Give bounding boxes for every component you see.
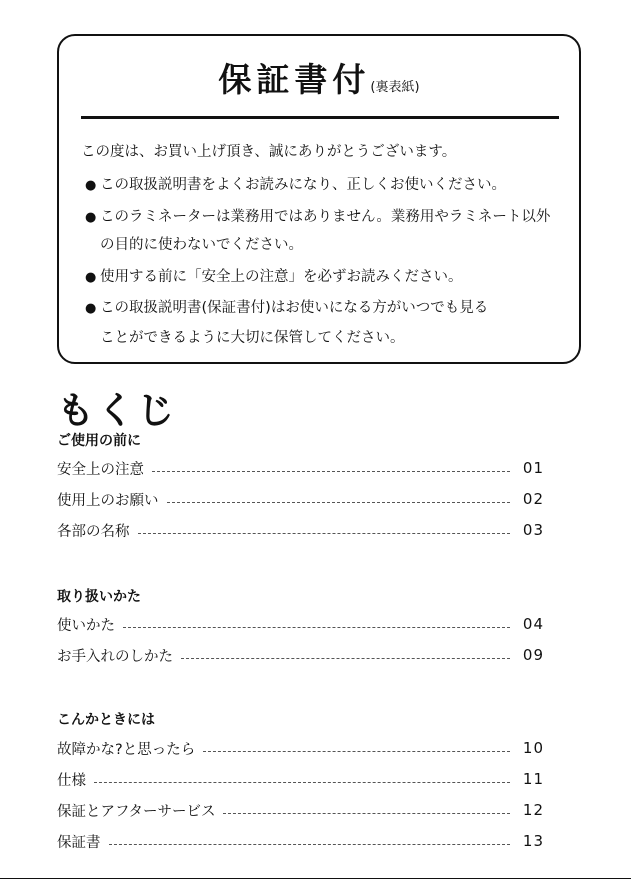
toc-entry[interactable] (57, 457, 544, 479)
toc-entry-page: 09 (522, 646, 544, 664)
title-divider (81, 116, 559, 119)
toc-entry[interactable] (57, 830, 544, 852)
page-bottom-rule (0, 878, 631, 879)
toc-entry-label: 各部の名称 (57, 523, 130, 540)
toc-section-title: 取り扱いかた (57, 589, 141, 605)
toc-entry-label: 保証とアフターサービス (57, 803, 216, 820)
notice-bullet-4-cont: ことができるように大切に保管してください。 (100, 330, 405, 346)
notice-intro: この度は、お買い上げ頂き、誠にありがとうございます。 (81, 144, 457, 160)
notice-bullet-3 (85, 265, 463, 286)
toc-entry-label: 保証書 (57, 834, 101, 851)
notice-title-main: 保証書付 (218, 60, 371, 99)
notice-bullet-2 (85, 205, 550, 226)
bullet-dot-icon: ● (85, 178, 97, 193)
toc-entry[interactable] (57, 519, 544, 541)
toc-entry-label: 安全上の注意 (57, 461, 144, 478)
toc-entry-label: 使いかた (57, 617, 115, 634)
bullet-text: このラミネーターは業務用ではありません。業務用やラミネート以外 (100, 209, 551, 225)
toc-entry-page: 02 (522, 490, 544, 508)
dot-leader (181, 658, 510, 659)
notice-bullet-4 (85, 296, 488, 317)
toc-section-title: ご使用の前に (57, 433, 141, 449)
toc-entry-page: 03 (522, 521, 544, 539)
dot-leader (138, 533, 511, 534)
toc-entry-page: 04 (522, 615, 544, 633)
dot-leader (152, 471, 510, 472)
notice-title (59, 54, 579, 101)
toc-entry-label: 故障かな?と思ったら (57, 741, 196, 758)
toc-entry-label: 仕様 (57, 772, 86, 789)
dot-leader (94, 782, 510, 783)
bullet-dot-icon: ● (85, 270, 97, 285)
bullet-text: この取扱説明書をよくお読みになり、正しくお使いください。 (100, 177, 506, 193)
toc-entry[interactable] (57, 737, 544, 759)
dot-leader (203, 751, 510, 752)
bullet-text: この取扱説明書(保証書付)はお使いになる方がいつでも見る (100, 300, 489, 316)
toc-section-title: こんかときには (57, 712, 155, 728)
toc-entry-page: 13 (522, 832, 544, 850)
toc-entry-page: 10 (522, 739, 544, 757)
notice-bullet-2-cont: の目的に使わないでください。 (100, 237, 303, 253)
notice-bullet-1 (85, 173, 506, 194)
toc-entry[interactable] (57, 768, 544, 790)
bullet-dot-icon: ● (85, 210, 97, 225)
toc-entry-label: 使用上のお願い (57, 492, 159, 509)
dot-leader (109, 844, 511, 845)
bullet-text: 使用する前に「安全上の注意」を必ずお読みください。 (100, 269, 463, 285)
toc-entry-label: お手入れのしかた (57, 648, 173, 665)
dot-leader (123, 627, 510, 628)
toc-entry-page: 01 (522, 459, 544, 477)
notice-box (57, 34, 581, 364)
bullet-dot-icon: ● (85, 301, 97, 316)
dot-leader (167, 502, 511, 503)
toc-entry-page: 11 (522, 770, 544, 788)
toc-entry[interactable] (57, 644, 544, 666)
toc-entry-page: 12 (522, 801, 544, 819)
toc-entry[interactable] (57, 613, 544, 635)
toc-entry[interactable] (57, 488, 544, 510)
toc-entry[interactable] (57, 799, 544, 821)
notice-title-suffix: (裏表紙) (370, 80, 420, 95)
dot-leader (223, 813, 510, 814)
toc-heading: もくじ (57, 389, 177, 432)
